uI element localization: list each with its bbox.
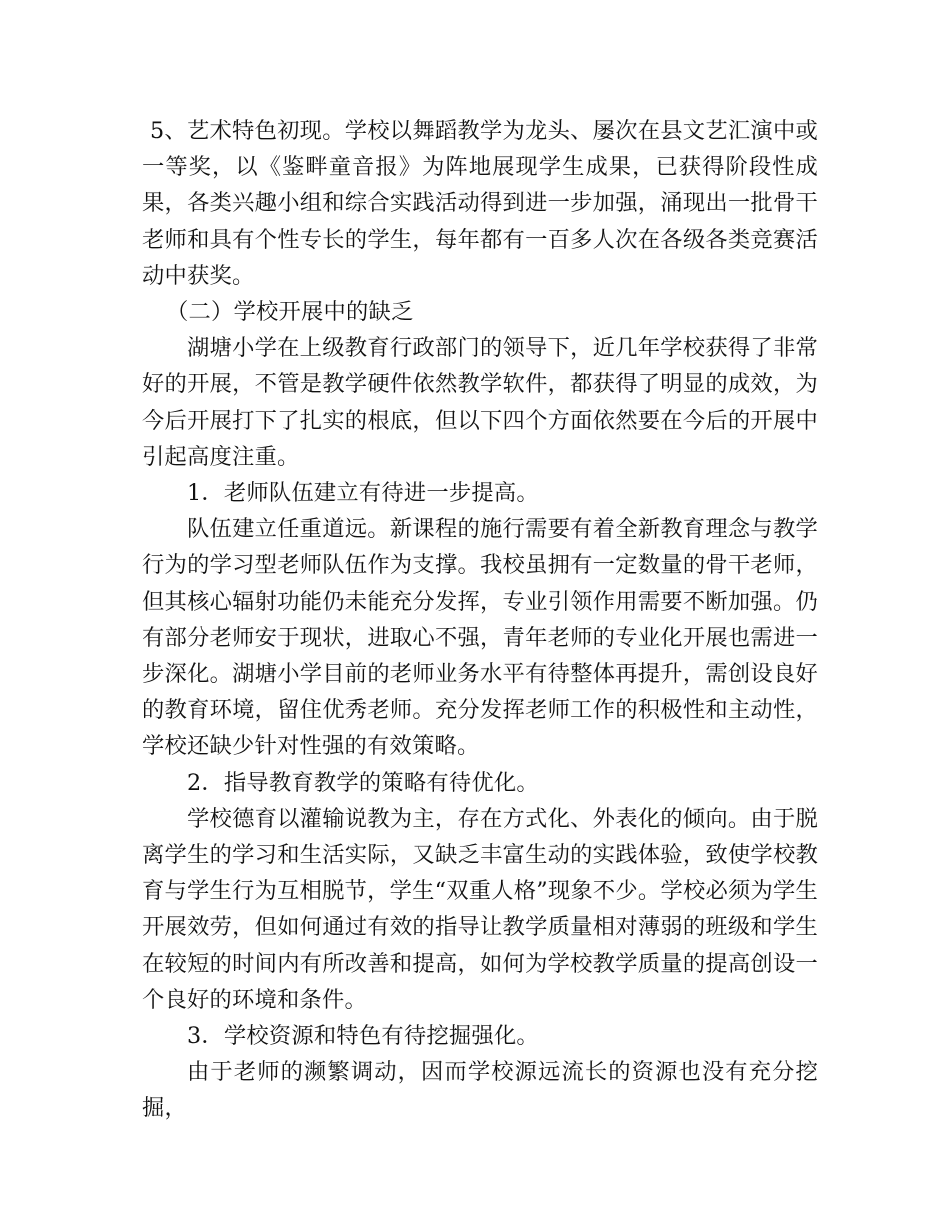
subheading-teacher-team: 1．老师队伍建立有待进一步提高。 (187, 480, 539, 507)
document-body (142, 113, 818, 1127)
paragraph-overview: 湖塘小学在上级教育行政部门的领导下，近几年学校获得了非常好的开展，不管是教学硬件依然教学软件，都获得了明显的成效，为今后开展打下了扎实的根底，但以下四个方面依然要在今后的开展中引起高度注重。 (142, 335, 818, 470)
paragraph-school-resources: 由于老师的濒繁调动，因而学校源远流长的资源也没有充分挖掘， (142, 1059, 818, 1122)
subheading-teaching-strategy: 2．指导教育教学的策略有待优化。 (187, 769, 539, 796)
subheading-school-resources: 3．学校资源和特色有待挖掘强化。 (187, 1023, 539, 1050)
paragraph-art-feature: 5、艺术特色初现。学校以舞蹈教学为龙头、屡次在县文艺汇演中或一等奖，以《鉴畔童音报》为阵地展现学生成果，已获得阶段性成果，各类兴趣小组和综合实践活动得到进一步加强，涌现出一批骨干老师和具有个性专长的学生，每年都有一百多人次在各级各类竞赛活动中获奖。 (142, 118, 818, 289)
paragraph-teaching-strategy: 学校德育以灌输说教为主，存在方式化、外表化的倾向。由于脱离学生的学习和生活实际，又缺乏丰富生动的实践体验，致使学校教育与学生行为互相脱节，学生“双重人格”现象不少。学校必须为学生开展效劳，但如何通过有效的指导让教学质量相对薄弱的班级和学生在较短的时间内有所改善和提高，如何为学校教学质量的提高创设一个良好的环境和条件。 (142, 805, 818, 1013)
section-heading-shortcomings: （二）学校开展中的缺乏 (166, 299, 414, 326)
paragraph-teacher-team: 队伍建立任重道远。新课程的施行需要有着全新教育理念与教学行为的学习型老师队伍作为支撑。我校虽拥有一定数量的骨干老师，但其核心辐射功能仍未能充分发挥，专业引领作用需要不断加强。仍有部分老师安于现状，进取心不强，青年老师的专业化开展也需进一步深化。湖塘小学目前的老师业务水平有待整体再提升，需创设良好的教育环境，留住优秀老师。充分发挥老师工作的积极性和主动性，学校还缺少针对性强的有效策略。 (142, 516, 818, 760)
